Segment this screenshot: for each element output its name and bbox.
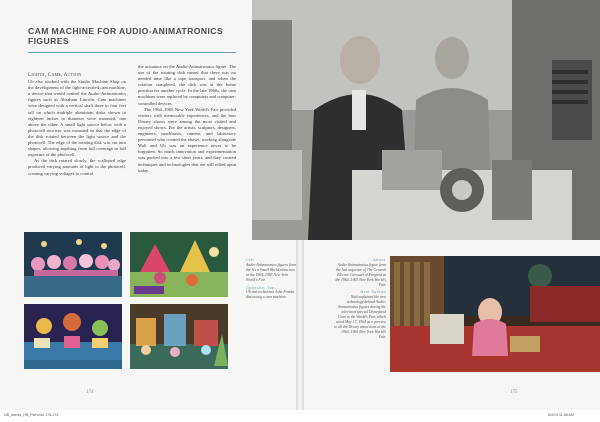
paragraph: the actuators on the Audio-Animatronics figure. The use of the rotating disk meant that there was no needed time like a tape transport, and when the rotation completed, the disk was at the home position for another cycle. In the late 1960s, the cam machines were replaced by computers and computer-controlled devices. (138, 64, 236, 106)
small-world-photo-2 (130, 232, 228, 297)
body-column-1 (28, 72, 126, 177)
small-world-photo-1 (24, 232, 122, 297)
small-world-photo-3 (24, 304, 122, 369)
paragraph (28, 72, 126, 158)
title-rule (28, 52, 236, 53)
caption-text: Ub and technician John Franks discussing a cam machine. (246, 290, 295, 300)
caption-heading: Next Spread (360, 290, 386, 295)
paragraph: The 1964–1965 New York World's Fair provided visitors with memorable experiences, and the four Disney shows were among the most visited and enjoyed shows. For the artists, sculptors, designers, engineers, machinists, camera, and laboratory personnel who created the shows, working alongside Walt and Ub was an experience never to be forgotten. So much innovation and experimentation was packed into a few short years, and they created techniques and technologies that are still relied upon today. (138, 106, 236, 173)
carousel-of-progress-photo (390, 256, 600, 372)
caption-heading: Left (246, 258, 254, 262)
small-world-photo-4 (130, 304, 228, 369)
body-column-2 (138, 64, 236, 174)
caption-heading: Opposite, Top (246, 285, 275, 290)
cam-machine-photo (252, 0, 600, 240)
print-slug-left: UB_Iwerks_HB_Pwt.indd 174-175 (4, 413, 59, 417)
paragraph-text: Ub also worked with the Studio Machine Shop on the development of the light-activated cam machine, a device that would control the Audio-Animatronics figures such as Abraham Lincoln. Cam machines were designed with a vertical shaft three to four feet tall on which multiple aluminum disks shown to eighteen inches in diameter were mounted, one above the other. A small light source below with a photocell receiver was mounted so that the edge of the disk rotated between the light source and the photocell. The edge of the rotating disk was cut into shapes, allowing anything from full coverage to full exposure of the photocell. (28, 79, 126, 158)
paragraph: As the disk rotated slowly, the scalloped edge produced varying amounts of light to the photocell, creating varying voltages to control (28, 158, 126, 176)
section-kicker: Lights, Cams, Action (28, 73, 82, 78)
caption-heading: Above (373, 258, 386, 262)
caption-text: Audio-Animatronics figure from the last sequence of The General Electric Carousel of Progress at the 1964–1965 New York World's Fair. (335, 262, 386, 287)
caption-right (334, 258, 386, 340)
caption-left (246, 258, 296, 300)
caption-text: Audio-Animatronics figures from the It's a Small World attraction at the 1964–1965 New York World's Fair. (246, 262, 296, 282)
page-number-right: 175 (510, 390, 518, 395)
page-number-left: 174 (86, 390, 94, 395)
page-title: CAM MACHINE FOR AUDIO-ANIMATRONICS FIGURES (28, 26, 224, 46)
caption-text: Walt explained the new technology behind Audio-Animatronics figures during the television special Disneyland Goes to the World's Fair, which aired May 17, 1964 as a preview to all the Disney attractions at the 1964–1965 New York World's Fair. (334, 295, 386, 339)
print-slug-right: 6/3/19 11:58 AM (548, 413, 574, 417)
